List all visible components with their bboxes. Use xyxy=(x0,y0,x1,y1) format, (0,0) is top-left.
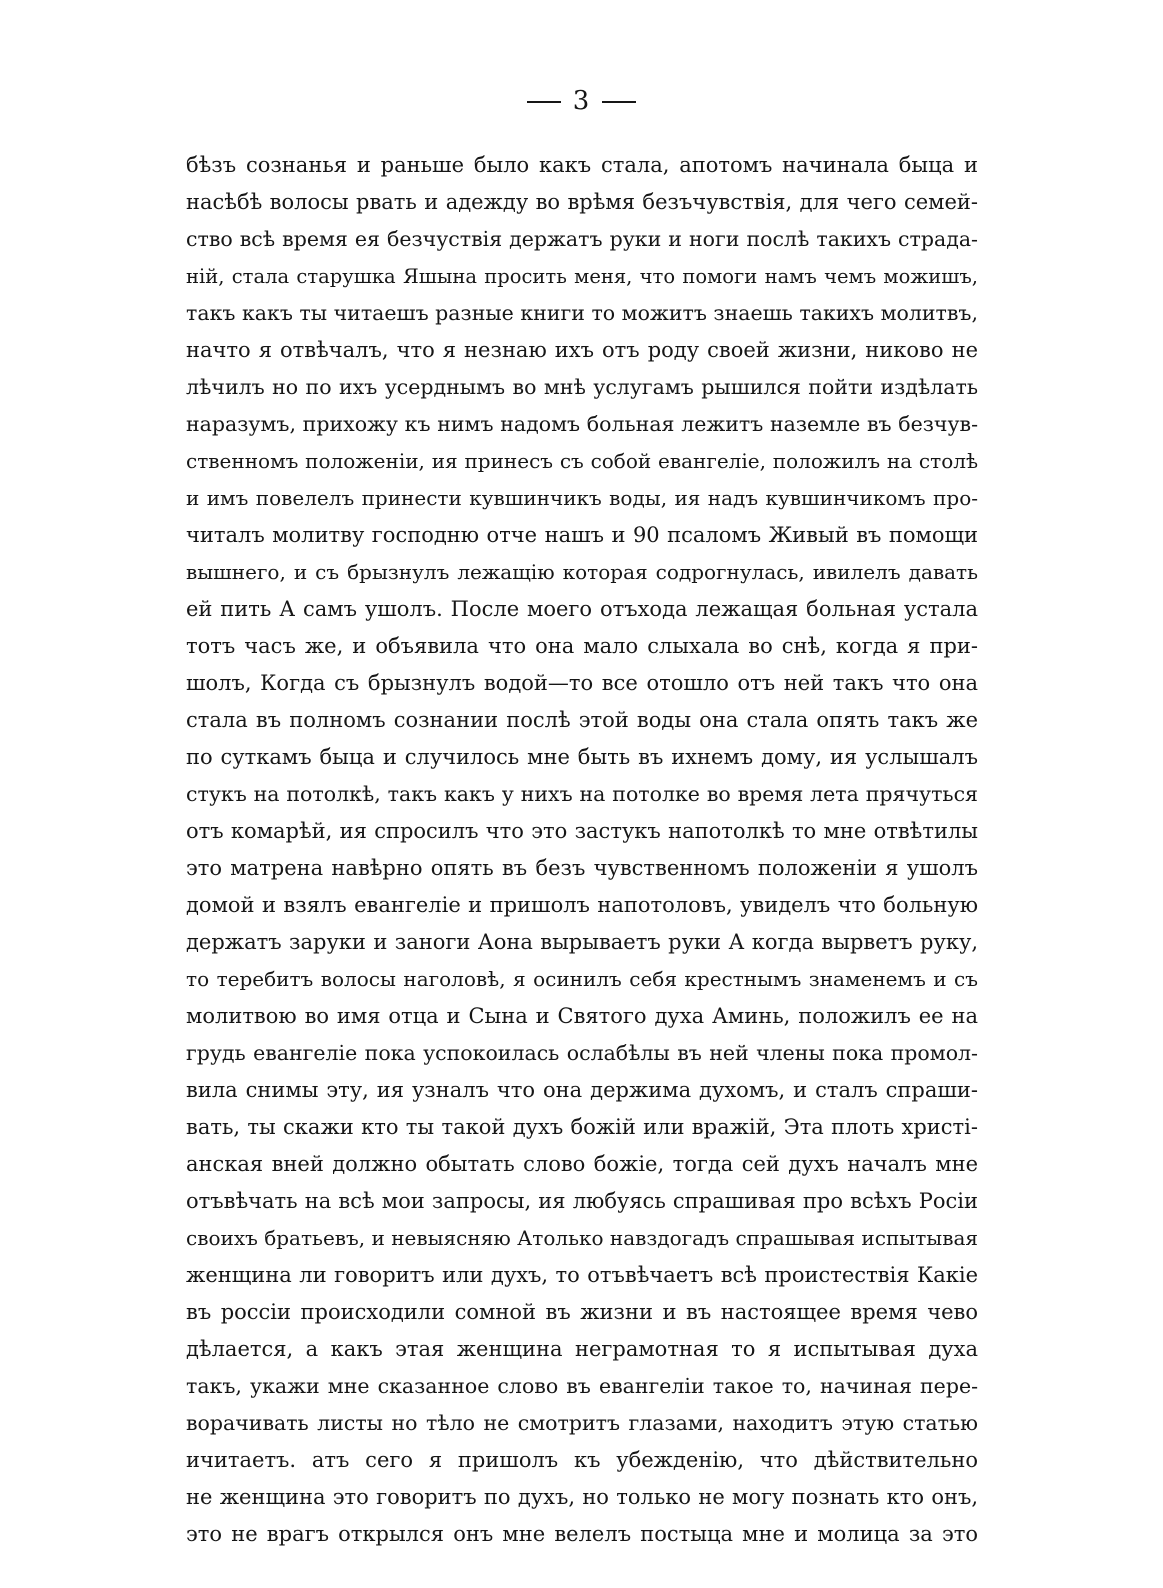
text-line: бѣзъ сознанья и раньше было какъ стала, апотомъ начинала быца и xyxy=(186,153,978,177)
text-line: читалъ молитву господню отче нашъ и 90 псаломъ Живый въ помощи xyxy=(186,523,978,547)
text-line: стала въ полномъ сознании послѣ этой воды она стала опять такъ же xyxy=(186,708,978,732)
text-line: ворачивать листы но тѣло не смотритъ глазами, находитъ этую статью xyxy=(186,1411,978,1435)
text-line: ство всѣ время ея безчуствія держатъ руки и ноги послѣ такихъ страда- xyxy=(186,227,978,251)
text-line: лѣчилъ но по ихъ усерднымъ во мнѣ услугамъ рышился пойти издѣлать xyxy=(186,375,978,399)
text-line: это матрена навѣрно опять въ безъ чувственномъ положеніи я ушолъ xyxy=(186,856,978,880)
text-line: своихъ братьевъ, и невыясняю Атолько навздогадъ спрашывая испытывая xyxy=(186,1226,978,1250)
page-number: 3 xyxy=(572,86,591,116)
left-dash xyxy=(527,101,561,103)
text-line: отъ комарѣй, ия спросилъ что это застукъ напотолкѣ то мне отвѣтилы xyxy=(186,819,978,843)
text-line: это не врагъ открылся онъ мне велелъ постыца мне и молица за это xyxy=(186,1522,978,1546)
text-line: наразумъ, прихожу къ нимъ надомъ больная лежитъ наземле въ безчув- xyxy=(186,412,978,436)
text-line: ей пить А самъ ушолъ. После моего отъхода лежащая больная устала xyxy=(186,597,978,621)
text-line: домой и взялъ евангеліе и пришолъ напотоловъ, увиделъ что больную xyxy=(186,893,978,917)
text-line: не женщина это говоритъ по духъ, но только не могу познать кто онъ, xyxy=(186,1485,978,1509)
text-line: такъ, укажи мне сказанное слово въ евангеліи такое то, начиная пере- xyxy=(186,1374,978,1398)
text-line: и имъ повелелъ принести кувшинчикъ воды, ия надъ кувшинчикомъ про- xyxy=(186,486,978,510)
text-line: женщина ли говоритъ или духъ, то отъвѣчаетъ всѣ проистествія Какіе xyxy=(186,1263,978,1287)
text-line: такъ какъ ты читаешъ разные книги то можитъ знаешь такихъ молитвъ, xyxy=(186,301,978,325)
body-text xyxy=(186,147,978,1553)
text-line: ственномъ положеніи, ия принесъ съ собой евангеліе, положилъ на столѣ xyxy=(186,449,978,473)
text-line: шолъ, Когда съ брызнулъ водой—то все отошло отъ ней такъ что она xyxy=(186,671,978,695)
text-line: вила снимы эту, ия узналъ что она держима духомъ, и сталъ спраши- xyxy=(186,1078,978,1102)
text-line: вышнего, и съ брызнулъ лежащію которая содрогнулась, ивилелъ давать xyxy=(186,560,978,584)
text-line: тотъ часъ же, и объявила что она мало слыхала во снѣ, когда я при- xyxy=(186,634,978,658)
text-line: ній, стала старушка Яшына просить меня, что помоги намъ чемъ можишъ, xyxy=(186,265,978,288)
text-line: ичитаетъ. атъ сего я пришолъ къ убежденію, что дѣйствительно xyxy=(186,1448,978,1472)
text-line: держатъ заруки и заноги Аона вырываетъ руки А когда вырветъ руку, xyxy=(186,930,978,954)
text-line: начто я отвѣчалъ, что я незнаю ихъ отъ роду своей жизни, никово не xyxy=(186,338,978,362)
text-line: стукъ на потолкѣ, такъ какъ у нихъ на потолке во время лета прячуться xyxy=(186,782,978,806)
right-dash xyxy=(602,101,636,103)
text-line: молитвою во имя отца и Сына и Святого духа Аминь, положилъ ее на xyxy=(186,1004,978,1028)
text-line: вать, ты скажи кто ты такой духъ божій или вражій, Эта плоть христі- xyxy=(186,1115,978,1139)
text-line: въ россіи происходили сомной въ жизни и въ настоящее время чево xyxy=(186,1300,978,1324)
text-line: дѣлается, а какъ этая женщина неграмотная то я испытывая духа xyxy=(186,1337,978,1361)
text-line: грудь евангеліе пока успокоилась ослабѣлы въ ней члены пока промол- xyxy=(186,1041,978,1065)
text-line: анская вней должно обытать слово божіе, тогда сей духъ началъ мне xyxy=(186,1152,978,1176)
text-line: отъвѣчать на всѣ мои запросы, ия любуясь спрашивая про всѣхъ Росіи xyxy=(186,1189,978,1213)
page-number-header xyxy=(0,86,1163,116)
text-line: насѣбѣ волосы рвать и адежду во врѣмя безъчувствія, для чего семей- xyxy=(186,190,978,214)
text-line: то теребитъ волосы наголовѣ, я осинилъ себя крестнымъ знаменемъ и съ xyxy=(186,967,978,991)
text-line: по суткамъ быца и случилось мне быть въ ихнемъ дому, ия услышалъ xyxy=(186,745,978,769)
